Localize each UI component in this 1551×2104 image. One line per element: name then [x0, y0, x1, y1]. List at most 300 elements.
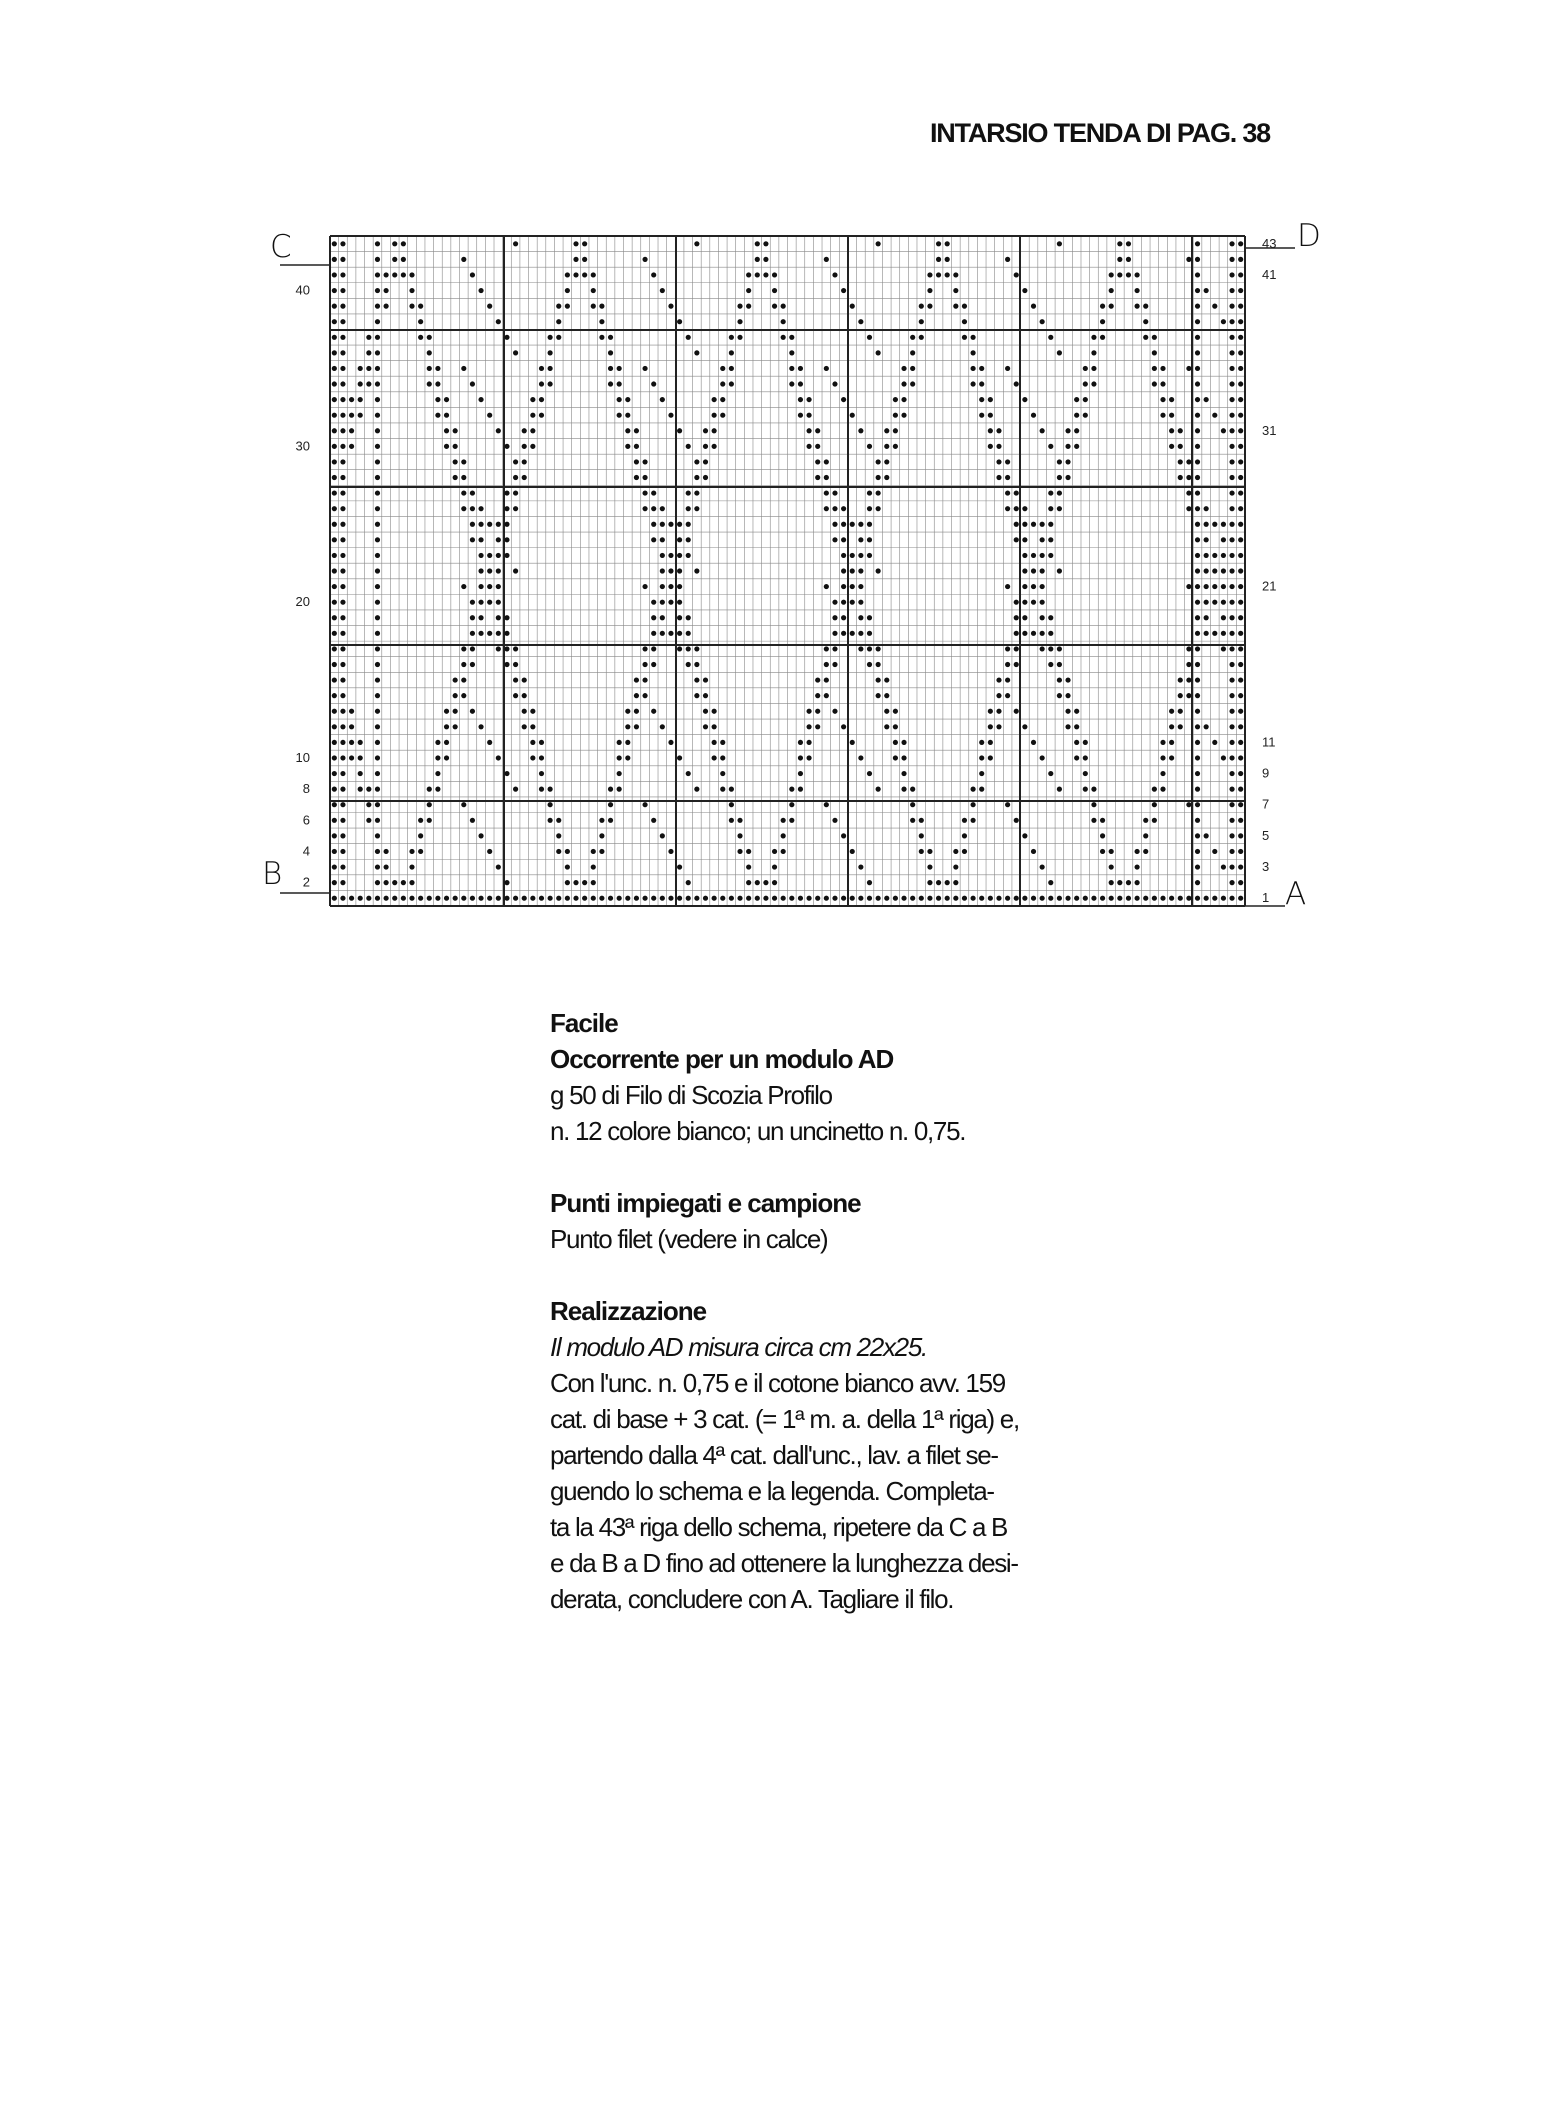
- chart-dot: [1005, 896, 1010, 901]
- chart-dot: [418, 319, 423, 324]
- chart-dot: [772, 849, 777, 854]
- chart-dot: [824, 693, 829, 698]
- chart-dot: [858, 615, 863, 620]
- chart-dot: [712, 724, 717, 729]
- row-label-left: 6: [302, 812, 310, 828]
- chart-dot: [556, 849, 561, 854]
- chart-dot: [1014, 537, 1019, 542]
- chart-dot: [677, 584, 682, 589]
- chart-dot: [720, 740, 725, 745]
- chart-dot: [789, 366, 794, 371]
- chart-dot: [478, 615, 483, 620]
- chart-dot: [772, 304, 777, 309]
- chart-dot: [953, 896, 958, 901]
- chart-dot: [1005, 491, 1010, 496]
- chart-dot: [1212, 413, 1217, 418]
- chart-dot: [1195, 693, 1200, 698]
- chart-dot: [1014, 522, 1019, 527]
- chart-dot: [522, 896, 527, 901]
- chart-dot: [513, 646, 518, 651]
- chart-dot: [1057, 459, 1062, 464]
- chart-dot: [1169, 444, 1174, 449]
- chart-dot: [1195, 880, 1200, 885]
- chart-dot: [332, 646, 337, 651]
- chart-dot: [340, 662, 345, 667]
- chart-dot: [651, 381, 656, 386]
- chart-dot: [332, 381, 337, 386]
- chart-dot: [1040, 319, 1045, 324]
- chart-dot: [478, 724, 483, 729]
- chart-dot: [832, 818, 837, 823]
- chart-dot: [427, 350, 432, 355]
- chart-dot: [910, 818, 915, 823]
- chart-dot: [487, 304, 492, 309]
- chart-dot: [1091, 787, 1096, 792]
- row-label-right: 1: [1262, 890, 1270, 906]
- chart-dot: [461, 662, 466, 667]
- chart-dot: [979, 896, 984, 901]
- chart-dot: [1212, 631, 1217, 636]
- chart-dot: [1109, 288, 1114, 293]
- chart-dot: [530, 740, 535, 745]
- chart-dot: [340, 537, 345, 542]
- chart-dot: [1238, 833, 1243, 838]
- chart-dot: [815, 693, 820, 698]
- chart-dot: [1221, 755, 1226, 760]
- chart-dot: [375, 896, 380, 901]
- chart-dot: [1005, 366, 1010, 371]
- chart-dot: [513, 787, 518, 792]
- chart-dot: [755, 880, 760, 885]
- chart-dot: [660, 288, 665, 293]
- chart-dot: [703, 475, 708, 480]
- chart-dot: [858, 864, 863, 869]
- chart-dot: [530, 709, 535, 714]
- chart-dot: [1005, 677, 1010, 682]
- row-label-right: 41: [1262, 267, 1277, 282]
- chart-dot: [668, 584, 673, 589]
- chart-dot: [340, 397, 345, 402]
- chart-dot: [470, 709, 475, 714]
- chart-dot: [1005, 257, 1010, 262]
- chart-dot: [340, 241, 345, 246]
- chart-dot: [1195, 724, 1200, 729]
- chart-dot: [729, 335, 734, 340]
- chart-dot: [1152, 335, 1157, 340]
- making-heading: Realizzazione: [550, 1296, 707, 1326]
- chart-dot: [1204, 553, 1209, 558]
- chart-dot: [1057, 350, 1062, 355]
- chart-dot: [435, 366, 440, 371]
- chart-dot: [340, 802, 345, 807]
- chart-dot: [806, 755, 811, 760]
- chart-dot: [1065, 896, 1070, 901]
- chart-dot: [815, 896, 820, 901]
- chart-dot: [1040, 537, 1045, 542]
- chart-dot: [418, 818, 423, 823]
- chart-dot: [453, 677, 458, 682]
- chart-dot: [720, 787, 725, 792]
- corner-label-c: C: [270, 229, 292, 265]
- chart-dot: [504, 771, 509, 776]
- chart-dot: [686, 553, 691, 558]
- chart-dot: [1238, 319, 1243, 324]
- chart-dot: [1238, 553, 1243, 558]
- chart-dot: [806, 428, 811, 433]
- chart-dot: [979, 413, 984, 418]
- chart-dot: [919, 335, 924, 340]
- chart-dot: [1238, 304, 1243, 309]
- chart-dot: [686, 537, 691, 542]
- chart-dot: [660, 631, 665, 636]
- chart-dot: [384, 272, 389, 277]
- chart-dot: [1229, 802, 1234, 807]
- chart-dot: [392, 272, 397, 277]
- difficulty-heading: Facile: [550, 1008, 618, 1038]
- chart-dot: [712, 755, 717, 760]
- chart-dot: [625, 755, 630, 760]
- chart-dot: [832, 537, 837, 542]
- chart-dot: [1195, 553, 1200, 558]
- chart-dot: [617, 755, 622, 760]
- chart-dot: [1100, 335, 1105, 340]
- chart-dot: [876, 646, 881, 651]
- chart-dot: [591, 849, 596, 854]
- chart-dot: [461, 257, 466, 262]
- chart-dot: [1238, 646, 1243, 651]
- chart-dot: [884, 709, 889, 714]
- chart-dot: [694, 896, 699, 901]
- chart-dot: [1186, 802, 1191, 807]
- chart-dot: [1195, 740, 1200, 745]
- chart-dot: [444, 413, 449, 418]
- chart-dot: [384, 880, 389, 885]
- chart-dot: [755, 896, 760, 901]
- chart-dot: [962, 818, 967, 823]
- chart-dot: [375, 537, 380, 542]
- chart-dot: [1238, 444, 1243, 449]
- making-line: e da B a D fino ad ottenere la lunghezza desi-: [550, 1548, 1018, 1578]
- chart-dot: [1229, 522, 1234, 527]
- chart-dot: [548, 335, 553, 340]
- chart-dot: [1152, 802, 1157, 807]
- row-label-right: 31: [1262, 422, 1277, 438]
- chart-dot: [1057, 646, 1062, 651]
- chart-dot: [487, 631, 492, 636]
- chart-dot: [858, 522, 863, 527]
- chart-dot: [487, 522, 492, 527]
- chart-dot: [1117, 880, 1122, 885]
- chart-dot: [504, 335, 509, 340]
- chart-dot: [332, 553, 337, 558]
- chart-dot: [1135, 896, 1140, 901]
- chart-dot: [1117, 241, 1122, 246]
- chart-dot: [1229, 693, 1234, 698]
- chart-dot: [435, 740, 440, 745]
- chart-dot: [522, 709, 527, 714]
- chart-dot: [901, 771, 906, 776]
- chart-dot: [737, 304, 742, 309]
- chart-dot: [677, 864, 682, 869]
- chart-dot: [893, 896, 898, 901]
- chart-dot: [789, 896, 794, 901]
- chart-dot: [522, 677, 527, 682]
- chart-dot: [453, 896, 458, 901]
- chart-dot: [1238, 459, 1243, 464]
- chart-dot: [1178, 709, 1183, 714]
- chart-dot: [599, 818, 604, 823]
- chart-dot: [996, 677, 1001, 682]
- chart-dot: [1005, 693, 1010, 698]
- chart-dot: [936, 896, 941, 901]
- chart-dot: [375, 833, 380, 838]
- chart-dot: [832, 631, 837, 636]
- chart-dot: [1229, 459, 1234, 464]
- materials-line: g 50 di Filo di Scozia Profilo: [550, 1080, 832, 1110]
- chart-dot: [763, 257, 768, 262]
- chart-dot: [375, 304, 380, 309]
- chart-dot: [332, 444, 337, 449]
- chart-dot: [453, 459, 458, 464]
- chart-dot: [1195, 350, 1200, 355]
- chart-dot: [634, 693, 639, 698]
- chart-dot: [504, 522, 509, 527]
- chart-dot: [504, 631, 509, 636]
- row-label-left: 30: [295, 438, 310, 454]
- chart-dot: [927, 849, 932, 854]
- chart-dot: [461, 506, 466, 511]
- chart-dot: [1229, 833, 1234, 838]
- chart-dot: [340, 366, 345, 371]
- chart-dot: [746, 880, 751, 885]
- chart-dot: [1195, 709, 1200, 714]
- chart-dot: [1152, 896, 1157, 901]
- chart-dot: [910, 896, 915, 901]
- chart-dot: [1014, 709, 1019, 714]
- chart-dot: [1152, 818, 1157, 823]
- chart-dot: [358, 740, 363, 745]
- chart-dot: [703, 428, 708, 433]
- chart-dot: [444, 896, 449, 901]
- chart-dot: [375, 397, 380, 402]
- chart-dot: [392, 896, 397, 901]
- chart-dot: [496, 537, 501, 542]
- chart-dot: [651, 615, 656, 620]
- chart-dot: [1143, 833, 1148, 838]
- chart-dot: [1031, 631, 1036, 636]
- chart-dot: [798, 755, 803, 760]
- chart-dot: [841, 522, 846, 527]
- materials-heading: Occorrente per un modulo AD: [550, 1044, 894, 1074]
- chart-dot: [427, 787, 432, 792]
- chart-dot: [1221, 896, 1226, 901]
- chart-dot: [781, 304, 786, 309]
- chart-dot: [625, 397, 630, 402]
- chart-dot: [927, 896, 932, 901]
- chart-dot: [332, 693, 337, 698]
- chart-dot: [910, 787, 915, 792]
- chart-dot: [876, 459, 881, 464]
- chart-dot: [358, 896, 363, 901]
- chart-dot: [1083, 397, 1088, 402]
- chart-dot: [375, 568, 380, 573]
- chart-dot: [340, 475, 345, 480]
- chart-dot: [832, 709, 837, 714]
- chart-dot: [737, 833, 742, 838]
- chart-dot: [332, 787, 337, 792]
- chart-dot: [763, 880, 768, 885]
- chart-dot: [1040, 615, 1045, 620]
- chart-dot: [1005, 584, 1010, 589]
- chart-dot: [1135, 288, 1140, 293]
- chart-dot: [634, 428, 639, 433]
- chart-dot: [513, 241, 518, 246]
- chart-dot: [392, 241, 397, 246]
- chart-dot: [349, 709, 354, 714]
- chart-dot: [660, 600, 665, 605]
- chart-dot: [798, 896, 803, 901]
- chart-dot: [478, 631, 483, 636]
- chart-dot: [539, 397, 544, 402]
- chart-dot: [418, 849, 423, 854]
- chart-dot: [478, 537, 483, 542]
- chart-dot: [461, 491, 466, 496]
- chart-dot: [876, 491, 881, 496]
- chart-dot: [470, 522, 475, 527]
- chart-dot: [910, 381, 915, 386]
- chart-dot: [487, 849, 492, 854]
- chart-dot: [332, 662, 337, 667]
- chart-dot: [694, 241, 699, 246]
- chart-dot: [478, 568, 483, 573]
- chart-dot: [375, 646, 380, 651]
- chart-dot: [504, 537, 509, 542]
- chart-dot: [1195, 522, 1200, 527]
- chart-dot: [876, 896, 881, 901]
- chart-dot: [1229, 257, 1234, 262]
- chart-dot: [876, 677, 881, 682]
- chart-dot: [1229, 568, 1234, 573]
- chart-dot: [1195, 366, 1200, 371]
- chart-dot: [366, 802, 371, 807]
- chart-dot: [340, 646, 345, 651]
- chart-dot: [824, 257, 829, 262]
- chart-dot: [686, 646, 691, 651]
- chart-dot: [841, 631, 846, 636]
- chart-dot: [478, 522, 483, 527]
- chart-dot: [1048, 522, 1053, 527]
- chart-dot: [815, 709, 820, 714]
- chart-dot: [884, 693, 889, 698]
- chart-dot: [1022, 833, 1027, 838]
- chart-dot: [1238, 522, 1243, 527]
- chart-dot: [971, 896, 976, 901]
- chart-dot: [1117, 257, 1122, 262]
- chart-dot: [1238, 506, 1243, 511]
- chart-dot: [919, 896, 924, 901]
- chart-dot: [686, 506, 691, 511]
- chart-dot: [1238, 600, 1243, 605]
- chart-dot: [470, 662, 475, 667]
- chart-dot: [988, 444, 993, 449]
- chart-dot: [1057, 506, 1062, 511]
- chart-dot: [789, 350, 794, 355]
- chart-dot: [988, 755, 993, 760]
- chart-dot: [1178, 693, 1183, 698]
- chart-dot: [677, 553, 682, 558]
- chart-dot: [893, 428, 898, 433]
- chart-dot: [832, 646, 837, 651]
- chart-dot: [375, 693, 380, 698]
- chart-dot: [1160, 397, 1165, 402]
- chart-dot: [1229, 397, 1234, 402]
- chart-dot: [435, 397, 440, 402]
- chart-dot: [1229, 475, 1234, 480]
- chart-dot: [1212, 304, 1217, 309]
- chart-dot: [591, 896, 596, 901]
- chart-dot: [806, 709, 811, 714]
- chart-dot: [962, 319, 967, 324]
- chart-dot: [1186, 584, 1191, 589]
- chart-dot: [340, 693, 345, 698]
- chart-dot: [1040, 568, 1045, 573]
- chart-dot: [1100, 849, 1105, 854]
- chart-dot: [375, 771, 380, 776]
- chart-dot: [1229, 896, 1234, 901]
- chart-dot: [876, 662, 881, 667]
- chart-dot: [1229, 631, 1234, 636]
- chart-dot: [668, 522, 673, 527]
- chart-dot: [453, 709, 458, 714]
- chart-dot: [1091, 350, 1096, 355]
- chart-dot: [1195, 568, 1200, 573]
- chart-dot: [1212, 568, 1217, 573]
- chart-dot: [720, 755, 725, 760]
- chart-dot: [1057, 787, 1062, 792]
- chart-dot: [375, 506, 380, 511]
- making-line: Con l'unc. n. 0,75 e il cotone bianco avv. 159: [550, 1368, 1005, 1398]
- chart-dot: [971, 787, 976, 792]
- chart-dot: [1195, 397, 1200, 402]
- chart-dot: [1238, 849, 1243, 854]
- chart-dot: [867, 537, 872, 542]
- chart-dot: [927, 288, 932, 293]
- chart-dot: [910, 802, 915, 807]
- chart-dot: [1014, 506, 1019, 511]
- chart-dot: [1143, 849, 1148, 854]
- chart-dot: [806, 896, 811, 901]
- chart-dot: [1065, 693, 1070, 698]
- chart-dot: [332, 833, 337, 838]
- chart-dot: [677, 755, 682, 760]
- chart-dot: [332, 771, 337, 776]
- making-line: derata, concludere con A. Tagliare il filo.: [550, 1584, 954, 1614]
- chart-dot: [461, 802, 466, 807]
- chart-dot: [1126, 880, 1131, 885]
- chart-dot: [1005, 662, 1010, 667]
- chart-dot: [1229, 724, 1234, 729]
- chart-dot: [737, 335, 742, 340]
- corner-label-a: A: [1285, 876, 1307, 912]
- chart-dot: [755, 272, 760, 277]
- chart-dot: [513, 896, 518, 901]
- chart-dot: [901, 896, 906, 901]
- chart-dot: [1169, 740, 1174, 745]
- chart-dot: [1014, 381, 1019, 386]
- chart-dot: [1195, 491, 1200, 496]
- chart-dot: [694, 475, 699, 480]
- chart-dot: [824, 662, 829, 667]
